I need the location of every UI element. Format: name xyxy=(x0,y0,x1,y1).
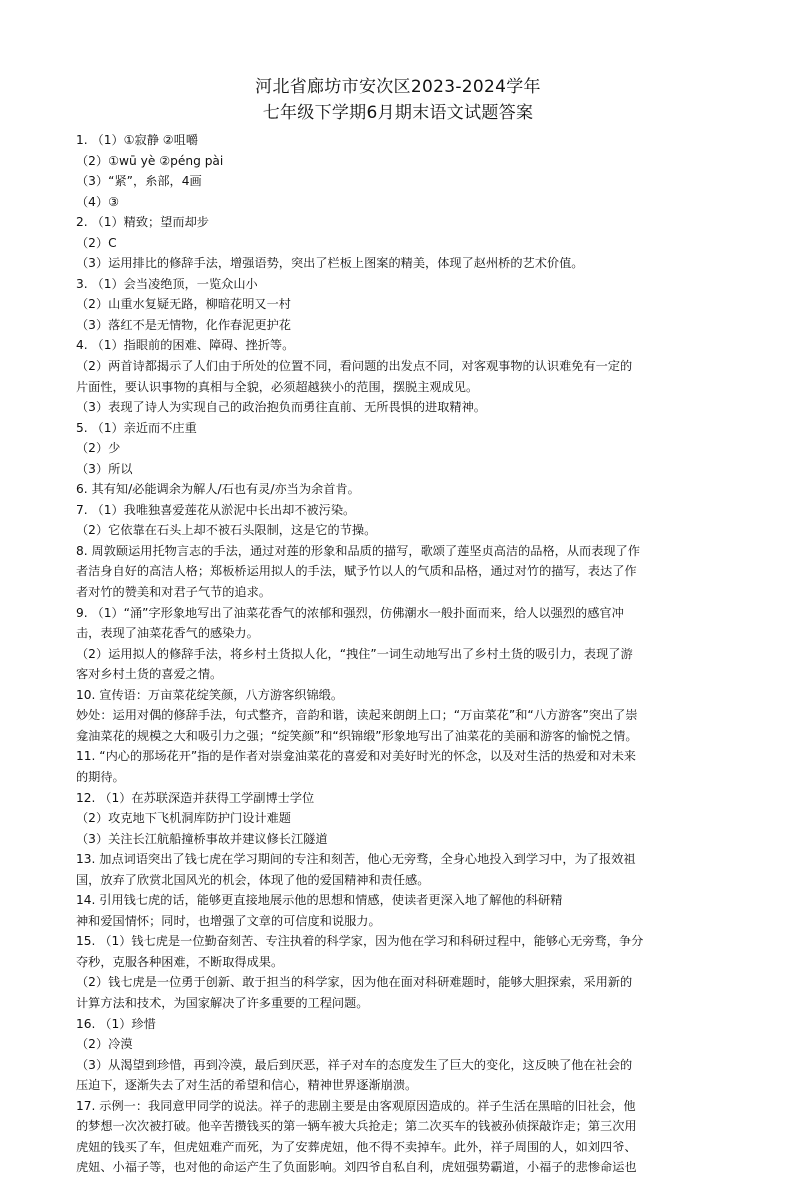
answer-line: 2. （1）精致；望而却步 xyxy=(76,215,209,230)
answer-line: （3）关注长江航船撞桥事故并建议修长江隧道 xyxy=(76,831,328,846)
answer-line: 12. （1）在苏联深造并获得工学副博士学位 xyxy=(76,790,315,805)
answer-line: 的期待。 xyxy=(76,769,125,784)
answer-line: 计算方法和技术，为国家解决了许多重要的工程问题。 xyxy=(76,995,369,1010)
answer-line: 妙处：运用对偶的修辞手法，句式整齐，音韵和谐，读起来朗朗上口；“万亩菜花”和“八方游客”突出了崇 xyxy=(76,708,638,723)
answer-line: 4. （1）指眼前的困难、障碍、挫折等。 xyxy=(76,338,295,353)
answer-line: 国，放弃了欣赏北国风光的机会，体现了他的爱国精神和责任感。 xyxy=(76,872,430,887)
answer-line: （2）①wū yè ②péng pài xyxy=(76,153,224,168)
answer-line: 6. 其有知/必能调余为解人/石也有灵/亦当为余首肯。 xyxy=(76,482,360,497)
answer-line: 11. “内心的那场花开”指的是作者对崇龛油菜花的喜爱和对美好时光的怀念，以及对生活的热爱和对未来 xyxy=(76,749,636,764)
answer-line: （3）“紧”，糸部，4画 xyxy=(76,174,202,189)
answer-line: （3）表现了诗人为实现自己的政治抱负而勇往直前、无所畏惧的进取精神。 xyxy=(76,400,486,415)
answer-line: （2）冷漠 xyxy=(76,1037,133,1052)
answer-line: （4）③ xyxy=(76,194,120,209)
answer-line: 神和爱国情怀；同时，也增强了文章的可信度和说服力。 xyxy=(76,913,381,928)
answer-line: （3）运用排比的修辞手法，增强语势，突出了栏板上图案的精美，体现了赵州桥的艺术价值。 xyxy=(76,256,584,271)
answer-line: 龛油菜花的规模之大和吸引力之强；“绽笑颜”和“织锦缎”形象地写出了油菜花的美丽和游客的愉悦之情。 xyxy=(76,728,638,743)
answer-line: 者洁身自好的高洁人格；郑板桥运用拟人的手法，赋予竹以人的气质和品格，通过对竹的描写，表达了作 xyxy=(76,564,637,579)
answer-line: 10. 宣传语：万亩菜花绽笑颜，八方游客织锦缎。 xyxy=(76,687,344,702)
answer-line: 的梦想一次次被打破。他辛苦攒钱买的第一辆车被大兵抢走；第二次买车的钱被孙侦探敲诈走；第三次用 xyxy=(76,1119,637,1134)
answer-line: （2）山重水复疑无路，柳暗花明又一村 xyxy=(76,297,291,312)
answer-line: 客对乡村土货的喜爱之情。 xyxy=(76,667,223,682)
answer-list xyxy=(76,130,720,1178)
answer-line: 压迫下，逐渐失去了对生活的希望和信心，精神世界逐渐崩溃。 xyxy=(76,1078,418,1093)
answer-line: 虎妞的钱买了车，但虎妞难产而死，为了安葬虎妞，他不得不卖掉车。此外，祥子周围的人，如刘四爷、 xyxy=(76,1139,637,1154)
answer-line: 16. （1）珍惜 xyxy=(76,1016,156,1031)
answer-line: 击，表现了油菜花香气的感染力。 xyxy=(76,626,259,641)
answer-line: 9. （1）“涌”字形象地写出了油菜花香气的浓郁和强烈，仿佛潮水一般扑面而来，给人以强烈的感官冲 xyxy=(76,605,624,620)
answer-line: （2）C xyxy=(76,235,117,250)
document-title-line-2: 七年级下学期6月期末语文试题答案 xyxy=(262,103,534,123)
answer-line: 5. （1）亲近而不庄重 xyxy=(76,420,197,435)
document-title-line-1: 河北省廊坊市安次区2023-2024学年 xyxy=(255,77,541,97)
answer-line: （2）两首诗都揭示了人们由于所处的位置不同，看问题的出发点不同，对客观事物的认识难免有一定的 xyxy=(76,359,633,374)
answer-line: （3）落红不是无情物，化作春泥更护花 xyxy=(76,317,291,332)
answer-line: 3. （1）会当凌绝顶，一览众山小 xyxy=(76,276,258,291)
answer-line: （2）它依靠在石头上却不被石头限制，这是它的节操。 xyxy=(76,523,377,538)
answer-line: 者对竹的赞美和对君子气节的追求。 xyxy=(76,585,271,600)
answer-line: （3）从渴望到珍惜，再到冷漠，最后到厌恶，祥子对车的态度发生了巨大的变化，这反映了他在社会的 xyxy=(76,1057,633,1072)
answer-line: （3）所以 xyxy=(76,461,133,476)
answer-line: 15. （1）钱七虎是一位勤奋刻苦、专注执着的科学家，因为他在学习和科研过程中，能够心无旁骛，争分 xyxy=(76,934,644,949)
answer-line: 片面性，要认识事物的真相与全貌，必须超越狭小的范围，摆脱主观成见。 xyxy=(76,379,479,394)
answer-line: 8. 周敦颐运用托物言志的手法，通过对莲的形象和品质的描写，歌颂了莲坚贞高洁的品格，从而表现了作 xyxy=(76,543,640,558)
answer-line: 1. （1）①寂静 ②咀嚼 xyxy=(76,133,199,147)
answer-line: （2）钱七虎是一位勇于创新、敢于担当的科学家，因为他在面对科研难题时，能够大胆探索，采用新的 xyxy=(76,975,633,990)
answer-line: （2）运用拟人的修辞手法，将乡村土货拟人化，“拽住”一词生动地写出了乡村土货的吸引力，表现了游 xyxy=(76,646,633,661)
answer-line: 17. 示例一：我同意甲同学的说法。祥子的悲剧主要是由客观原因造成的。祥子生活在黑暗的旧社会，他 xyxy=(76,1098,636,1113)
answer-line: 虎妞、小福子等，也对他的命运产生了负面影响。刘四爷自私自利，虎妞强势霸道，小福子的悲惨命运也 xyxy=(76,1160,637,1175)
answer-line: 14. 引用钱七虎的话，能够更直接地展示他的思想和情感，使读者更深入地了解他的科研精 xyxy=(76,893,563,908)
answer-line: （2）攻克地下飞机洞库防护门设计难题 xyxy=(76,811,291,826)
answer-line: 13. 加点词语突出了钱七虎在学习期间的专注和刻苦，他心无旁骛，全身心地投入到学习中，为了报效祖 xyxy=(76,852,636,867)
answer-line: 夺秒，克服各种困难，不断取得成果。 xyxy=(76,954,284,969)
answer-line: 7. （1）我唯独喜爱莲花从淤泥中长出却不被污染。 xyxy=(76,502,356,517)
document-header xyxy=(76,74,720,126)
answer-line: （2）少 xyxy=(76,441,121,456)
